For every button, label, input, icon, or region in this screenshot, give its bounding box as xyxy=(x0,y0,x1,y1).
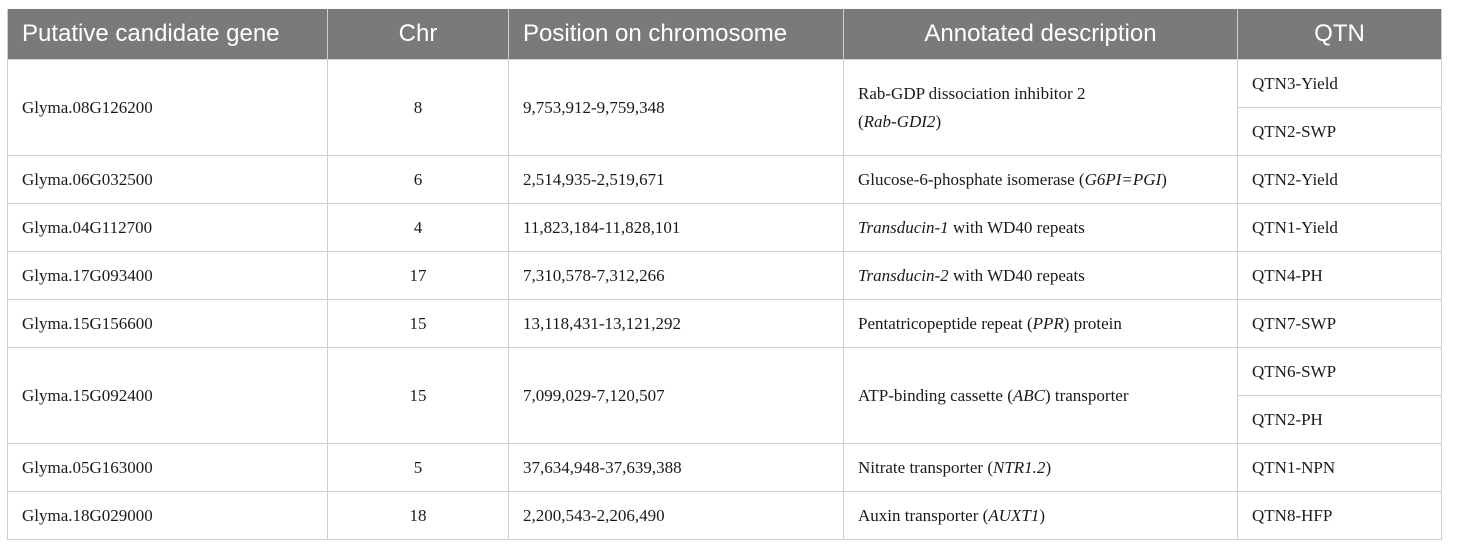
table-row xyxy=(8,156,1442,204)
header-description: Annotated description xyxy=(844,9,1238,60)
gene-cell: Glyma.06G032500 xyxy=(8,156,328,204)
chr-cell: 5 xyxy=(328,444,509,492)
header-qtn: QTN xyxy=(1238,9,1442,60)
table-row xyxy=(8,252,1442,300)
header-position: Position on chromosome xyxy=(509,9,844,60)
description-line1: Rab-GDP dissociation inhibitor 2 xyxy=(858,83,1086,103)
description-cell xyxy=(844,204,1238,252)
table-row xyxy=(8,204,1442,252)
table-row xyxy=(8,444,1442,492)
description-cell xyxy=(844,348,1238,444)
gene-cell: Glyma.04G112700 xyxy=(8,204,328,252)
description-post: ) protein xyxy=(1063,313,1122,333)
candidate-gene-table-container xyxy=(7,9,1441,540)
description-italic: Rab-GDI2 xyxy=(863,111,936,131)
description-pre: ATP-binding cassette ( xyxy=(858,385,1013,405)
header-row xyxy=(8,9,1442,60)
candidate-gene-table xyxy=(7,9,1442,540)
description-post: with WD40 repeats xyxy=(948,217,1085,237)
position-cell: 11,823,184-11,828,101 xyxy=(509,204,844,252)
qtn-cell: QTN6-SWP xyxy=(1238,348,1442,396)
description-cell xyxy=(844,156,1238,204)
qtn-cell: QTN1-NPN xyxy=(1238,444,1442,492)
chr-cell: 18 xyxy=(328,492,509,540)
header-chr: Chr xyxy=(328,9,509,60)
description-post: ) xyxy=(1161,169,1167,189)
table-row xyxy=(8,492,1442,540)
table-header xyxy=(8,9,1442,60)
description-italic: PPR xyxy=(1032,313,1064,333)
position-cell: 9,753,912-9,759,348 xyxy=(509,60,844,156)
chr-cell: 15 xyxy=(328,348,509,444)
description-italic: NTR1.2 xyxy=(993,457,1046,477)
gene-cell: Glyma.15G092400 xyxy=(8,348,328,444)
qtn-cell: QTN4-PH xyxy=(1238,252,1442,300)
description-pre: Nitrate transporter ( xyxy=(858,457,993,477)
gene-cell: Glyma.08G126200 xyxy=(8,60,328,156)
description-pre: Auxin transporter ( xyxy=(858,505,989,525)
description-cell xyxy=(844,492,1238,540)
table-body xyxy=(8,60,1442,540)
gene-cell: Glyma.05G163000 xyxy=(8,444,328,492)
chr-cell: 17 xyxy=(328,252,509,300)
description-post: ) xyxy=(1039,505,1045,525)
position-cell: 7,310,578-7,312,266 xyxy=(509,252,844,300)
qtn-cell: QTN2-Yield xyxy=(1238,156,1442,204)
description-cell xyxy=(844,60,1238,156)
description-pre: Pentatricopeptide repeat ( xyxy=(858,313,1033,333)
chr-cell: 4 xyxy=(328,204,509,252)
chr-cell: 6 xyxy=(328,156,509,204)
description-pre: Glucose-6-phosphate isomerase ( xyxy=(858,169,1085,189)
description-cell xyxy=(844,252,1238,300)
chr-cell: 15 xyxy=(328,300,509,348)
position-cell: 2,200,543-2,206,490 xyxy=(509,492,844,540)
description-pre: ( xyxy=(858,111,864,131)
qtn-cell: QTN1-Yield xyxy=(1238,204,1442,252)
position-cell: 2,514,935-2,519,671 xyxy=(509,156,844,204)
qtn-cell: QTN2-PH xyxy=(1238,396,1442,444)
chr-cell: 8 xyxy=(328,60,509,156)
header-gene: Putative candidate gene xyxy=(8,9,328,60)
description-italic: Transducin-2 xyxy=(858,265,949,285)
position-cell: 37,634,948-37,639,388 xyxy=(509,444,844,492)
gene-cell: Glyma.18G029000 xyxy=(8,492,328,540)
qtn-cell: QTN7-SWP xyxy=(1238,300,1442,348)
table-row xyxy=(8,300,1442,348)
qtn-cell: QTN3-Yield xyxy=(1238,60,1442,108)
description-italic: G6PI=PGI xyxy=(1084,169,1162,189)
description-post: ) xyxy=(935,111,942,131)
description-post: ) xyxy=(1045,457,1052,477)
description-post: with WD40 repeats xyxy=(948,265,1085,285)
gene-cell: Glyma.17G093400 xyxy=(8,252,328,300)
position-cell: 7,099,029-7,120,507 xyxy=(509,348,844,444)
description-italic: ABC xyxy=(1012,385,1045,405)
description-cell xyxy=(844,444,1238,492)
gene-cell: Glyma.15G156600 xyxy=(8,300,328,348)
table-row xyxy=(8,60,1442,108)
description-post: ) transporter xyxy=(1044,385,1129,405)
description-italic: Transducin-1 xyxy=(858,217,949,237)
qtn-cell: QTN2-SWP xyxy=(1238,108,1442,156)
qtn-cell: QTN8-HFP xyxy=(1238,492,1442,540)
description-cell xyxy=(844,300,1238,348)
description-italic: AUXT1 xyxy=(988,505,1040,525)
table-row xyxy=(8,348,1442,396)
position-cell: 13,118,431-13,121,292 xyxy=(509,300,844,348)
